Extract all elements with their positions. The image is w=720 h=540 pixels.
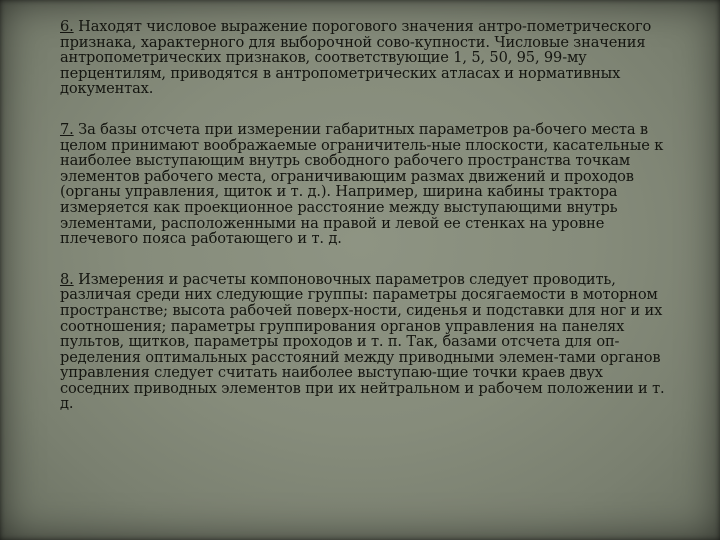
paragraph-number: 6. [60, 18, 74, 35]
paragraph-number: 7. [60, 120, 74, 138]
slide-body [60, 19, 670, 412]
paragraph-text: За базы отсчета при измерении габаритных параметров ра-бочего места в целом принимают воображаемые ограничитель-ные плоскости, касательные к наиболее выступающим внутрь свободного рабочего пространства точкам элементов рабочего места, ограничивающим размах движений и проходов (органы управления, щиток и т. д.). Например, ширина кабины трактора измеряется как проекционное расстояние между выступающими внутрь элементами, расположенными на правой и левой ее стенках на уровне плечевого пояса работающего и т. д. [60, 120, 664, 248]
paragraph-number: 8. [60, 270, 74, 288]
paragraph-text: Находят числовое выражение порогового значения антро-пометрического признака, характерного для выборочной сово-купности. Числовые значения антропометрических признаков, соответствующие 1, 5, 50, 95, 99-му перцентилям, приводятся в антропометрических атласах и нормативных документах. [60, 18, 652, 98]
paragraph-text: Измерения и расчеты компоновочных параметров следует проводить, различая среди них следующие группы: параметры досягаемости в моторном пространстве; высота рабочей поверх-ности, сиденья и подставки для ног и их соотношения; параметры группирования органов управления на панелях пультов, щитков, параметры проходов и т. п. Так, базами отсчета для оп-ределения оптимальных расстояний между приводными элемен-тами органов управления следует считать наиболее выступаю-щие точки краев двух соседних приводных элементов при их нейтральном и рабочем положении и т. д. [60, 270, 665, 413]
paragraph-7 [60, 122, 670, 247]
paragraph-8 [60, 272, 670, 412]
paragraph-6 [60, 19, 670, 97]
